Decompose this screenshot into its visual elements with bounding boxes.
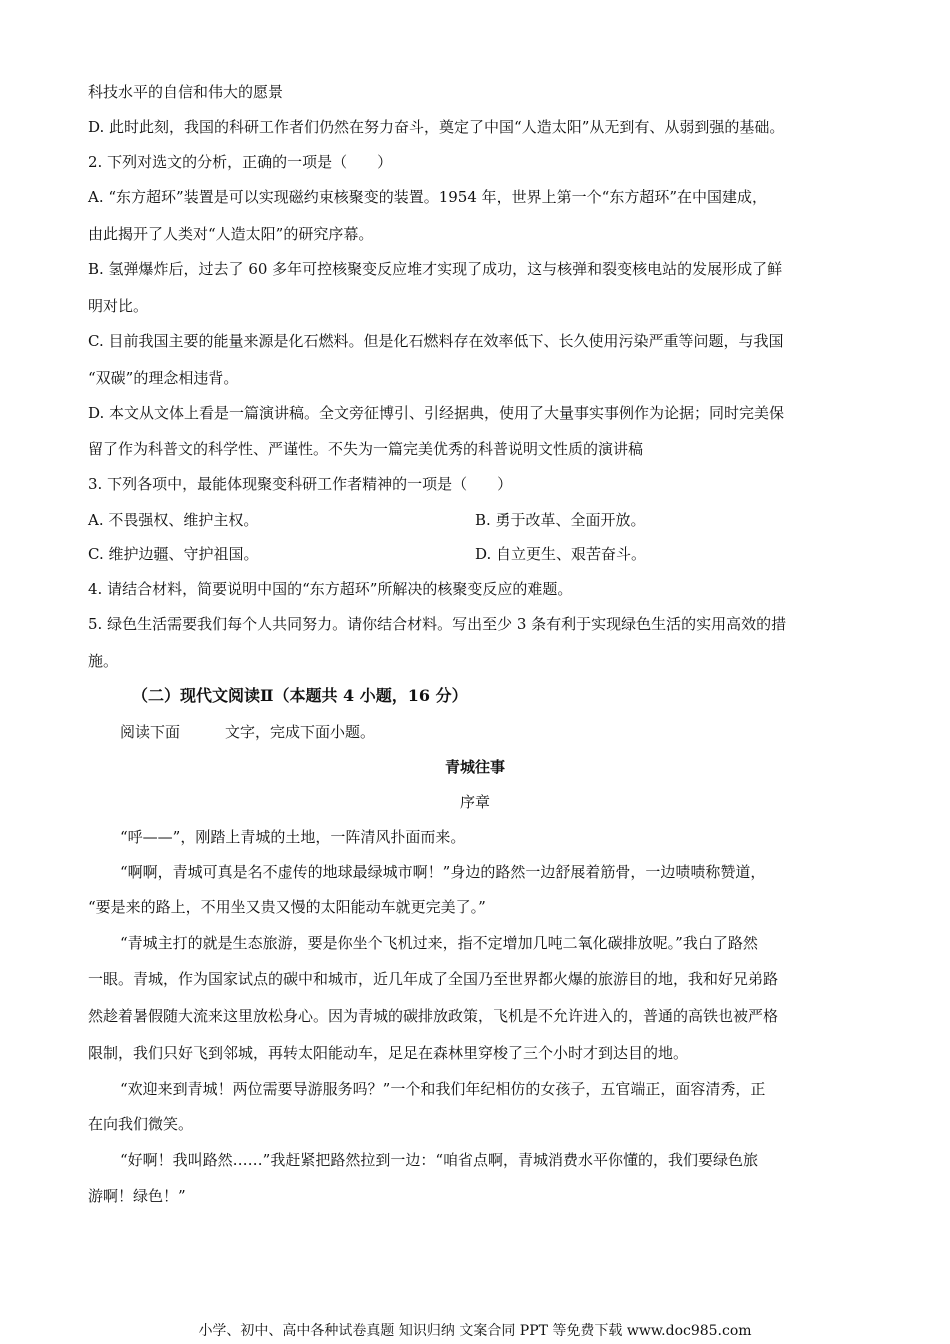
question-5: 5. 绿色生活需要我们每个人共同努力。请你结合材料。写出至少 3 条有利于实现绿色生活的实用高效的措 (88, 615, 787, 633)
option-b: B. 氢弹爆炸后，过去了 60 多年可控核聚变反应堆才实现了成功，这与核弹和裂变核电站的发展形成了鲜 (88, 260, 783, 278)
text-line: 科技水平的自信和伟大的愿景 (88, 83, 284, 101)
article-subtitle: 序章 (459, 793, 490, 811)
option-a: A. “东方超环”装置是可以实现磁约束核聚变的装置。1954 年，世界上第一个“东方超环”在中国建成， (88, 188, 767, 206)
question-2: 2. 下列对选文的分析，正确的一项是（ ） (88, 153, 393, 171)
paragraph: “呼——”，刚踏上青城的土地，一阵清风扑面而来。 (120, 828, 466, 846)
paragraph: “好啊！我叫路然……”我赶紧把路然拉到一边：“咱省点啊，青城消费水平你懂的，我们要绿色旅 (120, 1151, 759, 1169)
text-line: 游啊！绿色！” (88, 1187, 186, 1205)
text-line: “要是来的路上，不用坐又贵又慢的太阳能动车就更完美了。” (88, 898, 486, 916)
page-footer: 小学、初中、高中各种试卷真题 知识归纳 文案合同 PPT 等免费下载 www.doc985.com (198, 1323, 752, 1339)
question-3: 3. 下列各项中，最能体现聚变科研工作者精神的一项是（ ） (88, 475, 513, 493)
option-d: D. 自立更生、艰苦奋斗。 (475, 545, 647, 563)
text-line: 留了作为科普文的科学性、严谨性。不失为一篇完美优秀的科普说明文性质的演讲稿 (88, 440, 644, 458)
question-4: 4. 请结合材料，简要说明中国的“东方超环”所解决的核聚变反应的难题。 (88, 580, 573, 598)
instruction: 阅读下面 文字，完成下面小题。 (120, 723, 376, 741)
option-d: D. 本文从文体上看是一篇演讲稿。全文旁征博引、引经据典，使用了大量事实事例作为论据；同时完美保 (88, 404, 785, 422)
text-line: “双碳”的理念相违背。 (88, 369, 239, 387)
text-line: 由此揭开了人类对“人造太阳”的研究序幕。 (88, 225, 374, 243)
section-heading: （二）现代文阅读Ⅱ（本题共 4 小题，16 分） (132, 686, 468, 705)
text-line: D. 此时此刻，我国的科研工作者们仍然在努力奋斗，奠定了中国“人造太阳”从无到有、从弱到强的基础。 (88, 118, 785, 136)
option-c: C. 目前我国主要的能量来源是化石燃料。但是化石燃料存在效率低下、长久使用污染严重等问题，与我国 (88, 332, 784, 350)
text-line: 在向我们微笑。 (88, 1115, 194, 1133)
paragraph: “啊啊，青城可真是名不虚传的地球最绿城市啊！”身边的路然一边舒展着筋骨，一边啧啧称赞道， (120, 863, 766, 881)
option-b: B. 勇于改革、全面开放。 (475, 511, 646, 529)
paragraph: “青城主打的就是生态旅游，要是你坐个飞机过来，指不定增加几吨二氧化碳排放呢。”我白了路然 (120, 934, 758, 952)
text-line: 施。 (88, 652, 119, 670)
article-title: 青城往事 (444, 758, 505, 776)
option-a: A. 不畏强权、维护主权。 (88, 511, 259, 529)
text-line: 限制，我们只好飞到邻城，再转太阳能动车，足足在森林里穿梭了三个小时才到达目的地。 (88, 1044, 689, 1062)
text-line: 然趁着暑假随大流来这里放松身心。因为青城的碳排放政策，飞机是不允许进入的，普通的高铁也被严格 (88, 1007, 779, 1025)
paragraph: “欢迎来到青城！两位需要导游服务吗？”一个和我们年纪相仿的女孩子，五官端正，面容清秀，正 (120, 1080, 766, 1098)
option-c: C. 维护边疆、守护祖国。 (88, 545, 259, 563)
text-line: 一眼。青城，作为国家试点的碳中和城市，近几年成了全国乃至世界都火爆的旅游目的地，我和好兄弟路 (88, 970, 779, 988)
text-line: 明对比。 (88, 297, 149, 315)
